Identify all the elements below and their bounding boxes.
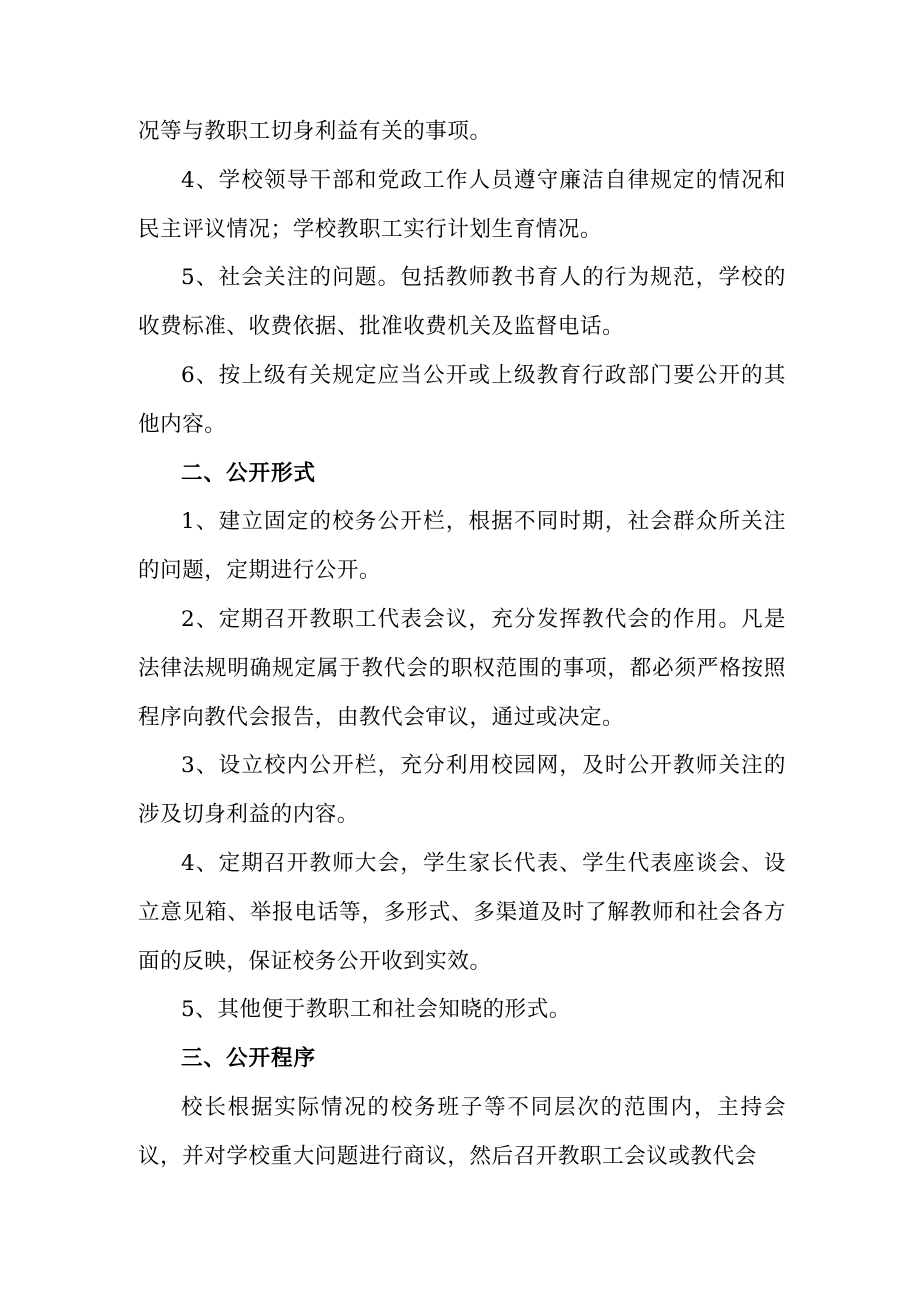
document-body: [138, 108, 786, 1182]
section-heading-disclosure-procedure: 三、公开程序: [181, 1046, 317, 1072]
paragraph-form-3-campus-board: 3、设立校内公开栏，充分利用校园网，及时公开教师关注的涉及切身利益的内容。: [138, 753, 786, 828]
paragraph-continuation: 况等与教职工切身利益有关的事项。: [138, 119, 492, 144]
section-heading-disclosure-forms: 二、公开形式: [181, 460, 317, 486]
paragraph-form-5-other-forms: 5、其他便于教职工和社会知晓的形式。: [181, 997, 571, 1023]
paragraph-item-6-other-content: 6、按上级有关规定应当公开或上级教育行政部门要公开的其他内容。: [138, 362, 786, 437]
paragraph-item-4-integrity: 4、学校领导干部和党政工作人员遵守廉洁自律规定的情况和民主评议情况；学校教职工实行计划生育情况。: [138, 167, 786, 242]
paragraph-procedure-principal: 校长根据实际情况的校务班子等不同层次的范围内，主持会议，并对学校重大问题进行商议，然后召开教职工会议或教代会: [138, 1094, 786, 1169]
paragraph-item-5-social-concerns: 5、社会关注的问题。包括教师教书育人的行为规范，学校的收费标准、收费依据、批准收费机关及监督电话。: [138, 265, 786, 340]
paragraph-form-4-teacher-meeting: 4、定期召开教师大会，学生家长代表、学生代表座谈会、设立意见箱、举报电话等，多形式、多渠道及时了解教师和社会各方面的反映，保证校务公开收到实效。: [138, 850, 786, 974]
paragraph-form-1-bulletin-board: 1、建立固定的校务公开栏，根据不同时期，社会群众所关注的问题，定期进行公开。: [138, 509, 786, 584]
paragraph-form-2-staff-congress: 2、定期召开教职工代表会议，充分发挥教代会的作用。凡是法律法规明确规定属于教代会的职权范围的事项，都必须严格按照程序向教代会报告，由教代会审议，通过或决定。: [138, 606, 786, 730]
